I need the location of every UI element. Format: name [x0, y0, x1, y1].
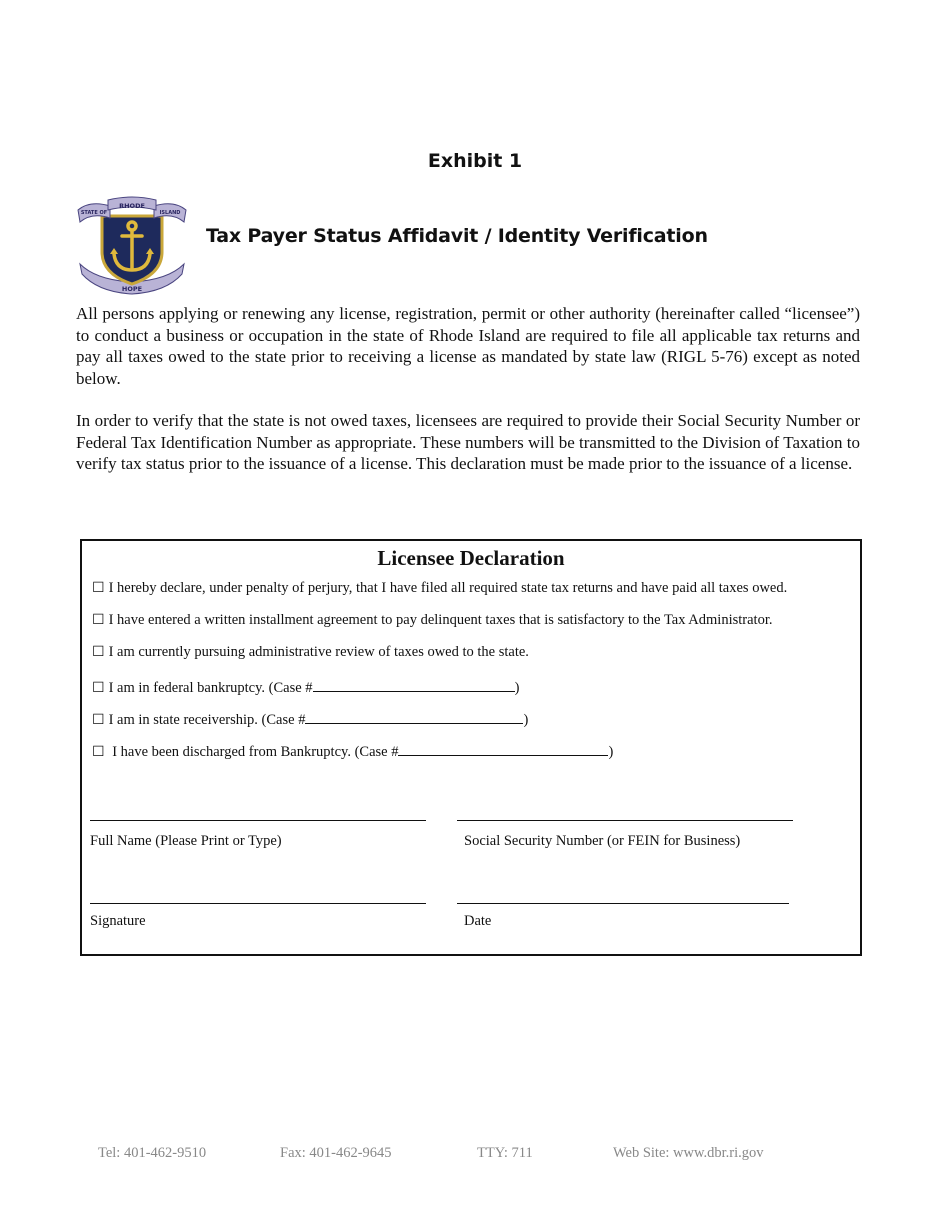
ssn-line[interactable]: [457, 820, 793, 821]
date-line[interactable]: [457, 903, 789, 904]
option-label: I have entered a written installment agreement to pay delinquent taxes that is satisfactory to the Tax Administrator.: [108, 612, 773, 628]
seal-text-bottom: HOPE: [121, 285, 143, 293]
document-title: Tax Payer Status Affidavit / Identity Verification: [206, 225, 708, 247]
footer-tel: Tel: 401-462-9510: [98, 1145, 207, 1161]
option-suffix: ): [514, 680, 520, 696]
licensee-declaration-box: [80, 539, 862, 956]
checkbox-icon[interactable]: ☐: [92, 644, 105, 660]
option-state-receivership[interactable]: [92, 709, 528, 729]
date-label: Date: [464, 913, 492, 929]
checkbox-icon[interactable]: ☐: [92, 680, 105, 696]
checkbox-icon[interactable]: ☐: [92, 580, 105, 596]
footer-tty: TTY: 711: [477, 1145, 533, 1161]
option-label: I am currently pursuing administrative review of taxes owed to the state.: [108, 644, 529, 660]
option-suffix: ): [523, 712, 529, 728]
seal-text-left: STATE OF: [80, 210, 108, 216]
option-label: I have been discharged from Bankruptcy. (Case #: [108, 744, 399, 760]
ssn-label: Social Security Number (or FEIN for Business): [464, 833, 741, 849]
case-number-field[interactable]: [305, 709, 523, 724]
seal-text-right: ISLAND: [159, 210, 181, 216]
footer-fax: Fax: 401-462-9645: [280, 1145, 392, 1161]
exhibit-label: Exhibit 1: [427, 150, 523, 172]
checkbox-icon[interactable]: ☐: [92, 612, 105, 628]
signature-label: Signature: [90, 913, 146, 929]
option-label: I am in federal bankruptcy. (Case #: [108, 680, 313, 696]
declaration-title: Licensee Declaration: [377, 546, 565, 570]
rhode-island-seal-logo: [76, 196, 188, 296]
case-number-field[interactable]: [398, 741, 608, 756]
intro-paragraph: All persons applying or renewing any license, registration, permit or other authority (hereinafter called “licensee”) to conduct a business or occupation in the state of Rhode Island are required to file all applicable tax returns and pay all taxes owed to the state prior to receiving a license as mandated by state law (RIGL 5-76) except as noted below.: [76, 304, 860, 388]
option-filed-all-returns[interactable]: [92, 580, 787, 597]
option-administrative-review[interactable]: [92, 644, 529, 661]
option-suffix: ): [608, 744, 614, 760]
option-installment-agreement[interactable]: [92, 612, 772, 629]
full-name-label: Full Name (Please Print or Type): [90, 833, 282, 849]
footer-website: Web Site: www.dbr.ri.gov: [613, 1145, 764, 1161]
option-discharged-bankruptcy[interactable]: [92, 741, 613, 761]
case-number-field[interactable]: [313, 677, 515, 692]
option-label: I hereby declare, under penalty of perjury, that I have filed all required state tax returns and have paid all taxes owed.: [108, 580, 788, 596]
full-name-line[interactable]: [90, 820, 426, 821]
verification-paragraph: In order to verify that the state is not owed taxes, licensees are required to provide their Social Security Number or Federal Tax Identification Number as appropriate. These numbers will be transmitted to the Division of Taxation to verify tax status prior to the issuance of a license. This declaration must be made prior to the issuance of a license.: [76, 411, 860, 473]
signature-line[interactable]: [90, 903, 426, 904]
checkbox-icon[interactable]: ☐: [92, 744, 105, 760]
option-label: I am in state receivership. (Case #: [108, 712, 306, 728]
checkbox-icon[interactable]: ☐: [92, 712, 105, 728]
seal-text-top: RHODE: [119, 202, 145, 210]
option-federal-bankruptcy[interactable]: [92, 677, 519, 697]
